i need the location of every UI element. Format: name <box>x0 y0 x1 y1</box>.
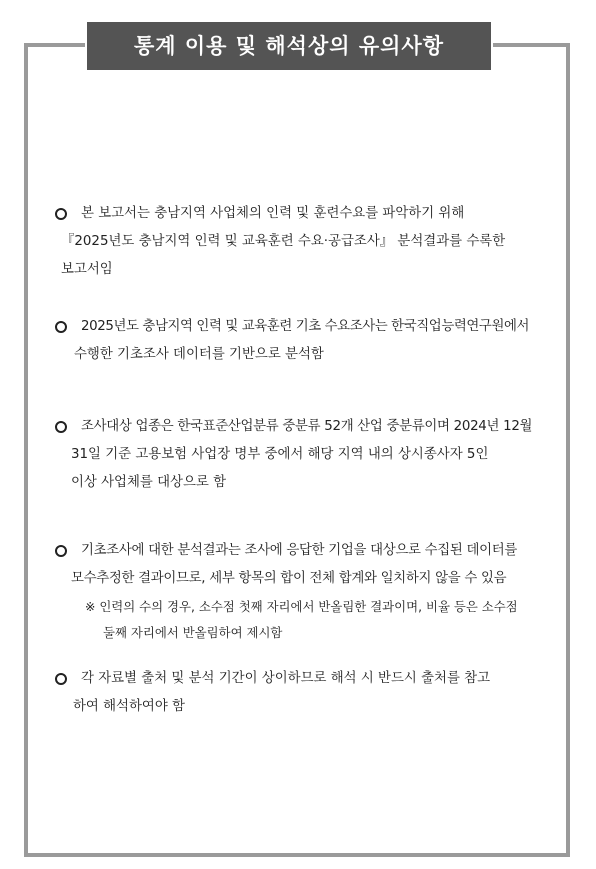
notice-item-5 <box>55 665 565 721</box>
circle-bullet-icon <box>55 545 67 557</box>
notice-line: 수행한 기초조사 데이터를 기반으로 분석함 <box>74 347 324 362</box>
notice-line: 하여 해석하여야 함 <box>73 699 185 714</box>
notice-line: 『2025년도 충남지역 인력 및 교육훈련 수요·공급조사』 분석결과를 수록한 <box>61 234 506 249</box>
notice-item-2 <box>55 313 565 369</box>
footnote-line: ※ 인력의 수의 경우, 소수점 첫째 자리에서 반올림한 결과이며, 비율 등은 소수점 <box>85 599 518 614</box>
notice-line: 본 보고서는 충남지역 사업체의 인력 및 훈련수요를 파악하기 위해 <box>81 206 465 221</box>
notice-item-3 <box>55 413 565 497</box>
circle-bullet-icon <box>55 321 67 333</box>
notice-line: 조사대상 업종은 한국표준산업분류 중분류 52개 산업 중분류이며 2024년 12월 <box>81 419 533 434</box>
footnote-line: 둘째 자리에서 반올림하여 제시함 <box>103 625 283 640</box>
notice-line: 기초조사에 대한 분석결과는 조사에 응답한 기업을 대상으로 수집된 데이터를 <box>81 543 517 558</box>
notice-line: 모수추정한 결과이므로, 세부 항목의 합이 전체 합계와 일치하지 않을 수 있음 <box>71 571 507 586</box>
notice-line: 31일 기준 고용보험 사업장 명부 중에서 해당 지역 내의 상시종사자 5인 <box>71 447 489 462</box>
notice-line: 보고서임 <box>61 262 113 277</box>
notice-line: 각 자료별 출처 및 분석 기간이 상이하므로 해석 시 반드시 출처를 참고 <box>81 671 491 686</box>
page-title: 통계 이용 및 해석상의 유의사항 <box>85 22 493 70</box>
circle-bullet-icon <box>55 208 67 220</box>
circle-bullet-icon <box>55 673 67 685</box>
notice-item-1 <box>55 200 565 284</box>
circle-bullet-icon <box>55 421 67 433</box>
footnote <box>85 594 565 646</box>
notice-item-4 <box>55 537 565 593</box>
notice-line: 이상 사업체를 대상으로 함 <box>71 475 227 490</box>
notice-line: 2025년도 충남지역 인력 및 교육훈련 기초 수요조사는 한국직업능력연구원에서 <box>81 319 530 334</box>
